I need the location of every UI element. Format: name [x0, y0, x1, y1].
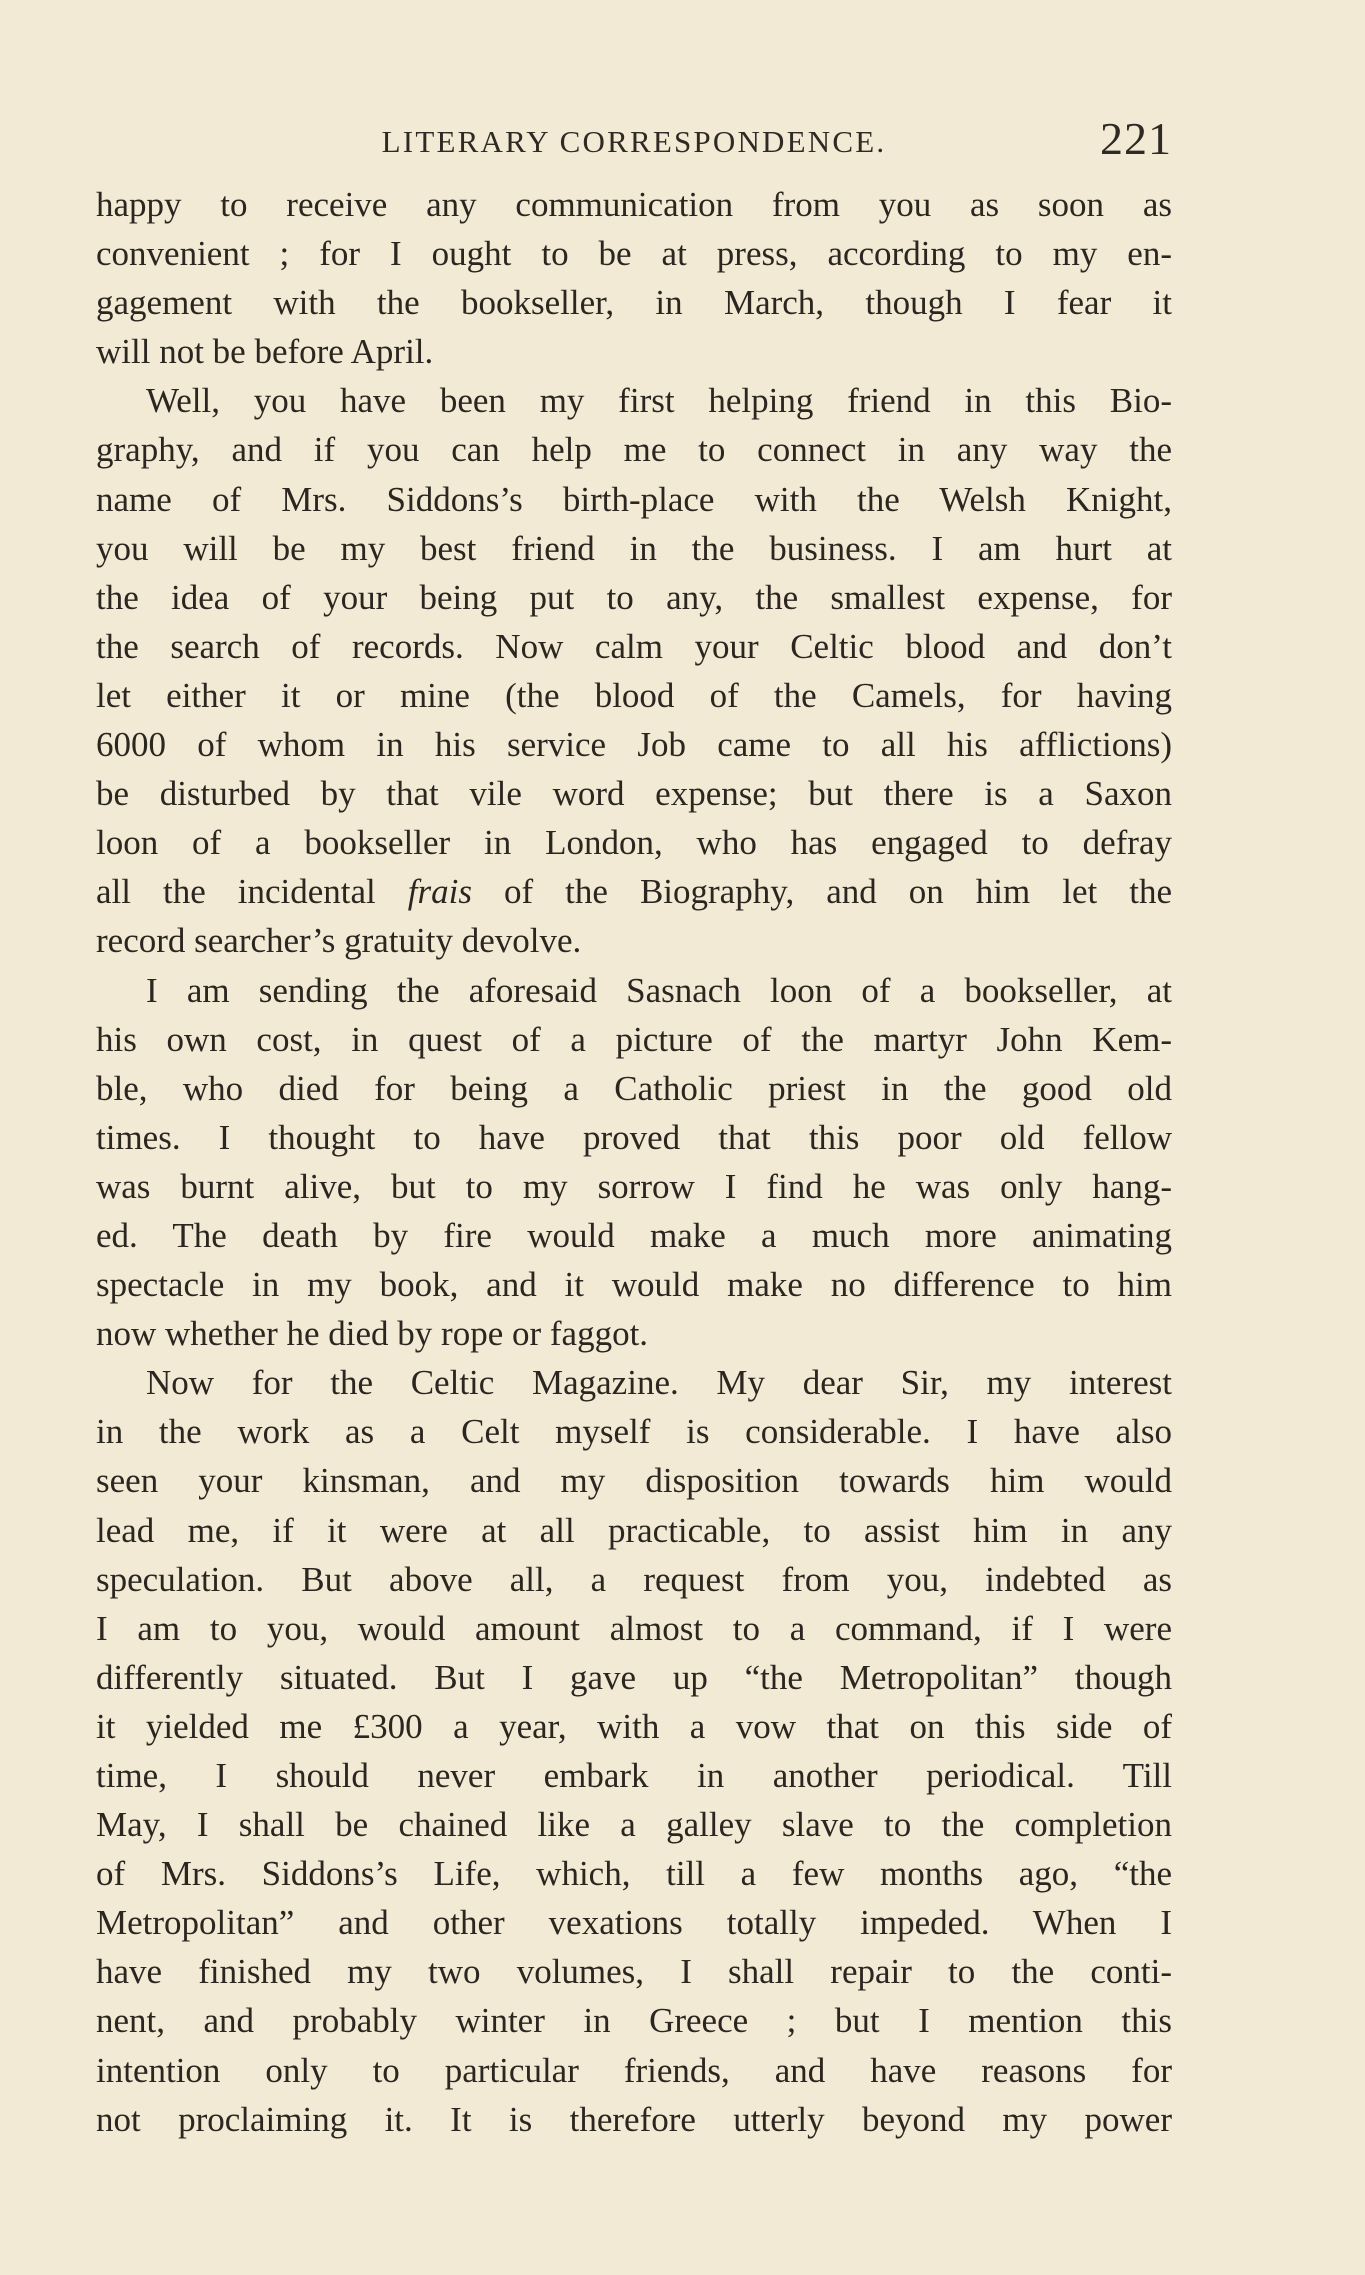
text-line: intention only to particular friends, and have reasons for — [96, 2050, 1172, 2090]
text-line: ed. The death by fire would make a much more animating — [96, 1215, 1172, 1255]
text-line: now whether he died by rope or faggot. — [96, 1314, 649, 1354]
text-line: in the work as a Celt myself is considerable. I have also — [96, 1412, 1172, 1452]
text-line: nent, and probably winter in Greece ; but I mention this — [96, 2001, 1172, 2041]
italic-word: frais — [407, 872, 472, 912]
text-line: seen your kinsman, and my disposition towards him would — [96, 1461, 1172, 1501]
text-line: let either it or mine (the blood of the Camels, for having — [96, 675, 1172, 715]
body-text — [96, 180, 1172, 2144]
text-line: ble, who died for being a Catholic priest in the good old — [96, 1068, 1172, 1108]
text-line: graphy, and if you can help me to connect in any way the — [96, 430, 1172, 470]
text-segment: of the Biography, and on him let the — [472, 872, 1172, 912]
text-line: 6000 of whom in his service Job came to all his afflictions) — [96, 725, 1172, 765]
text-line: I am sending the aforesaid Sasnach loon of a bookseller, at — [146, 970, 1172, 1010]
text-line: time, I should never embark in another periodical. Till — [96, 1756, 1172, 1795]
text-line: Metropolitan” and other vexations totally impeded. When I — [96, 1903, 1172, 1943]
text-line: Now for the Celtic Magazine. My dear Sir, my interest — [146, 1363, 1172, 1403]
text-line: Well, you have been my first helping friend in this Bio- — [146, 381, 1172, 421]
text-line: convenient ; for I ought to be at press, according to my en- — [96, 234, 1172, 274]
text-line: differently situated. But I gave up “the Metropolitan” though — [96, 1657, 1172, 1697]
text-line: loon of a bookseller in London, who has engaged to defray — [96, 823, 1172, 863]
text-line: it yielded me £300 a year, with a vow that on this side of — [96, 1706, 1172, 1746]
text-line: name of Mrs. Siddons’s birth-place with the Welsh Knight, — [96, 479, 1172, 519]
text-line: May, I shall be chained like a galley slave to the completion — [96, 1805, 1172, 1845]
text-line: happy to receive any communication from you as soon as — [96, 185, 1172, 224]
text-line: his own cost, in quest of a picture of the martyr John Kem- — [96, 1019, 1172, 1059]
text-line: gagement with the bookseller, in March, though I fear it — [96, 283, 1172, 323]
text-line: have finished my two volumes, I shall repair to the conti- — [96, 1952, 1172, 1992]
text-line: I am to you, would amount almost to a command, if I were — [96, 1608, 1172, 1648]
text-line: was burnt alive, but to my sorrow I find he was only hang- — [96, 1166, 1172, 1206]
text-line: will not be before April. — [96, 332, 434, 372]
text-line: lead me, if it were at all practicable, to assist him in any — [96, 1510, 1172, 1550]
text-line: be disturbed by that vile word expense; but there is a Saxon — [96, 774, 1172, 814]
text-line: times. I thought to have proved that this poor old fellow — [96, 1117, 1172, 1157]
text-line: record searcher’s gratuity devolve. — [96, 921, 582, 961]
text-line: of Mrs. Siddons’s Life, which, till a few months ago, “the — [96, 1854, 1172, 1894]
text-line: speculation. But above all, a request from you, indebted as — [96, 1559, 1172, 1599]
running-head — [96, 112, 1172, 172]
page-number: 221 — [1100, 113, 1172, 164]
text-line: you will be my best friend in the business. I am hurt at — [96, 528, 1172, 568]
text-line: spectacle in my book, and it would make no difference to him — [96, 1265, 1172, 1305]
text-segment: all the incidental — [96, 872, 408, 912]
text-line: the search of records. Now calm your Celtic blood and don’t — [96, 626, 1172, 666]
text-line: not proclaiming it. It is therefore utterly beyond my power — [96, 2099, 1172, 2139]
text-line: the idea of your being put to any, the smallest expense, for — [96, 577, 1172, 617]
text-line — [96, 867, 1172, 916]
running-title: LITERARY CORRESPONDENCE. — [381, 124, 887, 159]
